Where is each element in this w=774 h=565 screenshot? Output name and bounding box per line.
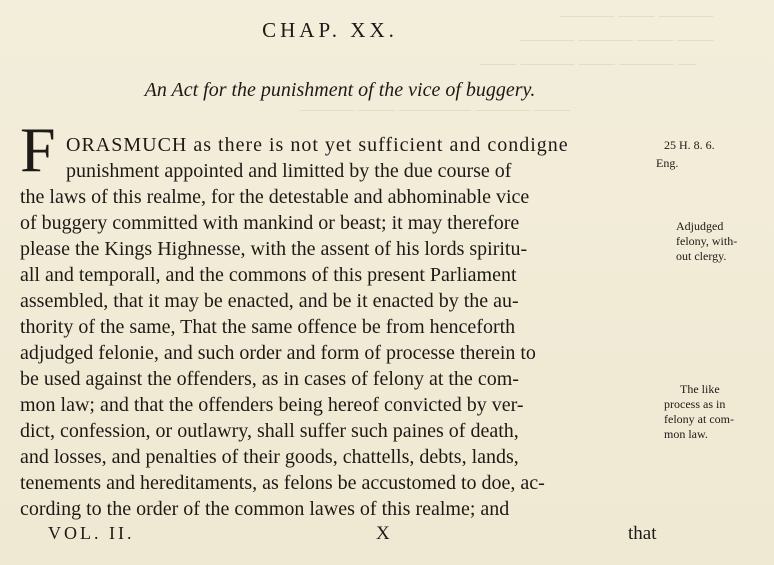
body-line: tenements and hereditaments, as felons be accustomed to doe, ac- [20,472,545,494]
volume-label: VOL. II. [48,523,135,543]
margin-citation-sub: Eng. [656,156,679,170]
body-line: please the Kings Highnesse, with the assent of his lords spiritu- [20,238,528,260]
body-line: cording to the order of the common lawes of this realme; and [20,498,510,520]
body-line: mon law; and that the offenders being hereof convicted by ver- [20,394,524,416]
margin-note-adjudged-line: out clergy. [676,249,727,263]
body-line: be used against the offenders, as in cases of felony at the com- [20,368,519,390]
act-title: An Act for the punishment of the vice of buggery. [144,79,536,101]
signature-mark: X [376,523,390,544]
catchword: that [628,523,657,544]
body-line: thority of the same, That the same offence be from henceforth [20,316,516,338]
body-line: adjudged felonie, and such order and form of processe therein to [20,342,536,364]
body-line: assembled, that it may be enacted, and be it enacted by the au- [20,290,519,312]
margin-note-process-line: mon law. [664,427,708,441]
body-line: dict, confession, or outlawry, shall suffer such paines of death, [20,420,519,442]
drop-cap: F [20,114,56,185]
margin-note-adjudged-line: felony, with- [676,234,738,248]
body-line: punishment appointed and limitted by the due course of [66,160,512,182]
margin-note-adjudged-line: Adjudged [676,219,724,233]
show-through-text: ——— —— ——— ——— ——— —— —— —— ——— —— ——— — ——— —— ———— ——— —— [300,5,714,115]
margin-note-process-line: felony at com- [664,412,734,426]
chapter-heading: CHAP. XX. [262,18,398,42]
body-line: the laws of this realme, for the detestable and abhominable vice [20,186,530,208]
body-line: ORASMUCH as there is not yet sufficient and condigne [66,134,569,156]
body-line: and losses, and penalties of their goods, chattells, debts, lands, [20,446,519,468]
margin-citation: 25 H. 8. 6. [664,138,715,152]
body-line: of buggery committed with mankind or beast; it may therefore [20,212,520,234]
margin-note-process-line: The like [680,382,720,396]
margin-note-process-line: process as in [664,397,726,411]
body-line: all and temporall, and the commons of this present Parliament [20,264,517,286]
